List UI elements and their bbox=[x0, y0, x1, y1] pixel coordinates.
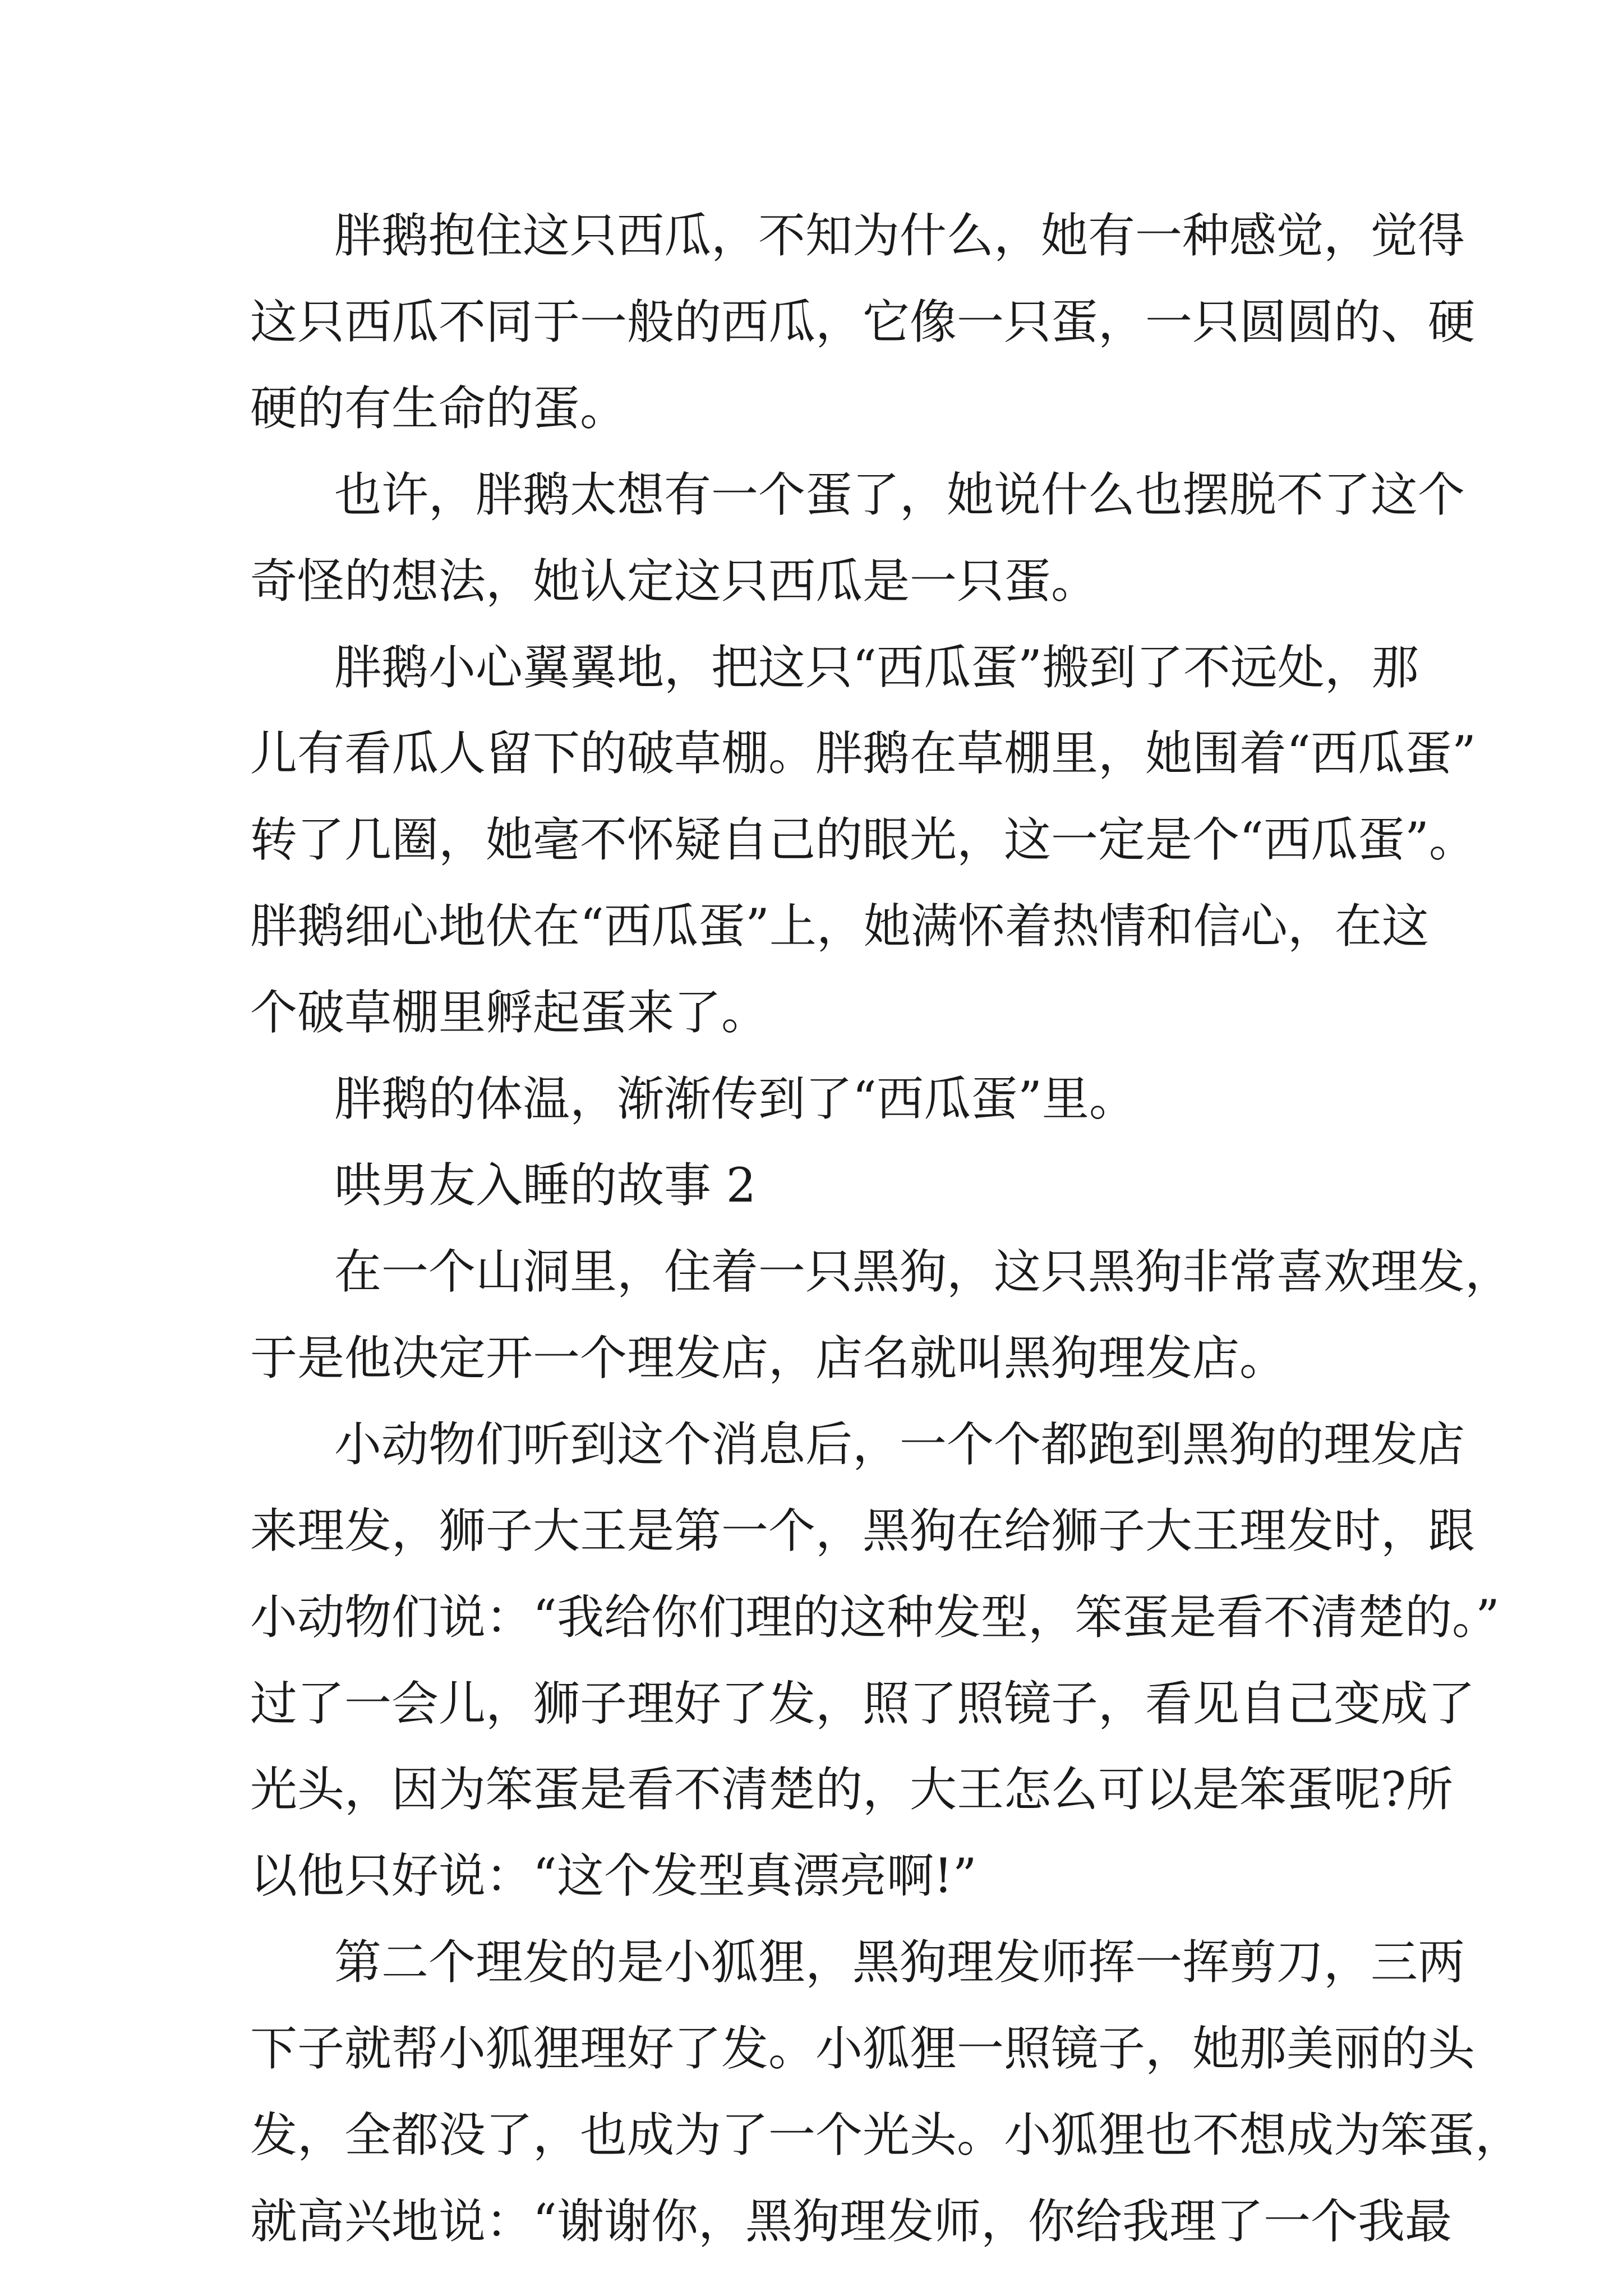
text-line: 于是他决定开一个理发店，店名就叫黑狗理发店。 bbox=[250, 1331, 1287, 1386]
text-line: 小动物们听到这个消息后，一个个都跑到黑狗的理发店 bbox=[334, 1417, 1465, 1472]
text-line: 过了一会儿，狮子理好了发，照了照镜子，看见自己变成了 bbox=[250, 1676, 1476, 1731]
text-line: 以他只好说：“这个发型真漂亮啊!” bbox=[250, 1848, 977, 1903]
text-line: 儿有看瓜人留下的破草棚。胖鹅在草棚里，她围着“西瓜蛋” bbox=[250, 726, 1476, 781]
text-line: 就高兴地说：“谢谢你，黑狗理发师，你给我理了一个我最 bbox=[250, 2194, 1452, 2249]
text-line: 胖鹅细心地伏在“西瓜蛋”上，她满怀着热情和信心，在这 bbox=[250, 899, 1429, 954]
text-line: 胖鹅抱住这只西瓜，不知为什么，她有一种感觉，觉得 bbox=[334, 208, 1465, 263]
text-line: 奇怪的想法，她认定这只西瓜是一只蛋。 bbox=[250, 554, 1099, 609]
text-line: 发，全都没了，也成为了一个光头。小狐狸也不想成为笨蛋， bbox=[250, 2108, 1523, 2162]
text-line: 光头，因为笨蛋是看不清楚的，大王怎么可以是笨蛋呢?所 bbox=[250, 1762, 1454, 1817]
text-line: 转了几圈，她毫不怀疑自己的眼光，这一定是个“西瓜蛋”。 bbox=[250, 812, 1476, 867]
section-heading: 哄男友入睡的故事 2 bbox=[334, 1158, 757, 1213]
text-line: 在一个山洞里，住着一只黑狗，这只黑狗非常喜欢理发， bbox=[334, 1244, 1513, 1299]
text-line: 也许，胖鹅太想有一个蛋了，她说什么也摆脱不了这个 bbox=[334, 467, 1465, 522]
text-line: 小动物们说：“我给你们理的这种发型，笨蛋是看不清楚的。” bbox=[250, 1590, 1500, 1645]
text-line: 个破草棚里孵起蛋来了。 bbox=[250, 985, 769, 1040]
text-line: 来理发，狮子大王是第一个，黑狗在给狮子大王理发时，跟 bbox=[250, 1503, 1476, 1558]
text-line: 下子就帮小狐狸理好了发。小狐狸一照镜子，她那美丽的头 bbox=[250, 2021, 1476, 2076]
text-line: 硬的有生命的蛋。 bbox=[250, 381, 628, 436]
text-line: 这只西瓜不同于一般的西瓜，它像一只蛋，一只圆圆的、硬 bbox=[250, 295, 1476, 349]
text-line: 第二个理发的是小狐狸，黑狗理发师挥一挥剪刀，三两 bbox=[334, 1935, 1465, 1990]
text-line: 胖鹅的体温，渐渐传到了“西瓜蛋”里。 bbox=[334, 1071, 1136, 1126]
text-line: 胖鹅小心翼翼地，把这只“西瓜蛋”搬到了不远处，那 bbox=[334, 640, 1419, 695]
